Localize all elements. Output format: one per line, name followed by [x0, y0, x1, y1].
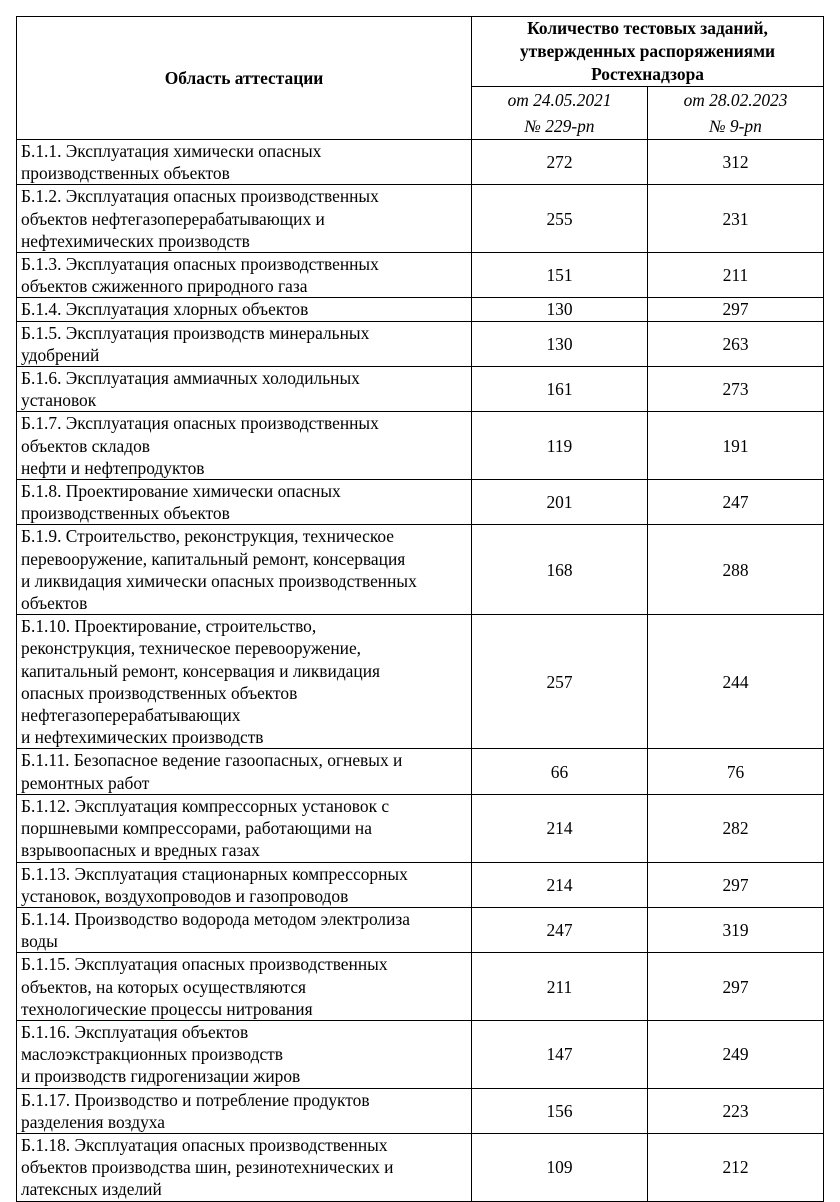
count-2023-cell: 319	[648, 907, 824, 952]
area-cell	[17, 953, 472, 1021]
count-2021-cell: 66	[472, 749, 648, 794]
area-cell	[17, 298, 472, 321]
area-cell	[17, 794, 472, 862]
area-text-line: капитальный ремонт, консервация и ликвидация	[21, 660, 380, 681]
count-2021-cell: 255	[472, 185, 648, 253]
area-cell	[17, 480, 472, 525]
area-cell	[17, 1133, 472, 1201]
table-row	[17, 367, 824, 412]
area-text-line: Б.1.6. Эксплуатация аммиачных холодильных	[21, 368, 360, 389]
table-row	[17, 794, 824, 862]
area-text-line: Б.1.10. Проектирование, строительство,	[21, 616, 317, 637]
table-row	[17, 525, 824, 615]
area-text-line: Б.1.15. Эксплуатация опасных производственных	[21, 954, 388, 975]
area-text-line: Б.1.13. Эксплуатация стационарных компрессорных	[21, 863, 408, 884]
area-text-line: Б.1.12. Эксплуатация компрессорных установок с	[21, 795, 390, 816]
area-text-line: перевооружение, капитальный ремонт, консервация	[21, 548, 406, 569]
area-text-line: установок	[21, 390, 97, 411]
table-row	[17, 749, 824, 794]
area-text-line: производственных объектов	[21, 163, 230, 184]
area-text-line: латексных изделий	[21, 1179, 162, 1200]
area-cell	[17, 140, 472, 185]
count-2023-cell: 263	[648, 321, 824, 366]
area-text-line: Б.1.11. Безопасное ведение газоопасных, огневых и	[21, 750, 403, 771]
area-text-line: Б.1.2. Эксплуатация опасных производственных	[21, 186, 379, 207]
count-2023-cell: 76	[648, 749, 824, 794]
area-text-line: объектов нефтегазоперерабатывающих и	[21, 208, 325, 229]
count-2023-cell: 249	[648, 1020, 824, 1088]
area-text-line: Б.1.4. Эксплуатация хлорных объектов	[21, 299, 309, 320]
area-text-line: удобрений	[21, 344, 100, 365]
table-row	[17, 321, 824, 366]
count-2023-cell: 288	[648, 525, 824, 615]
table-row	[17, 1020, 824, 1088]
count-2021-cell: 156	[472, 1088, 648, 1133]
area-cell	[17, 615, 472, 749]
area-text-line: опасных производственных объектов	[21, 682, 298, 703]
area-text-line: взрывоопасных и вредных газах	[21, 840, 260, 861]
table-row	[17, 1133, 824, 1201]
area-text-line: маслоэкстракционных производств	[21, 1044, 283, 1065]
area-cell	[17, 185, 472, 253]
area-cell	[17, 862, 472, 907]
area-text-line: Б.1.18. Эксплуатация опасных производственных	[21, 1134, 388, 1155]
area-cell	[17, 525, 472, 615]
table-row	[17, 907, 824, 952]
attestation-table	[16, 16, 824, 1202]
area-cell	[17, 367, 472, 412]
area-text-line: Б.1.8. Проектирование химически опасных	[21, 481, 341, 502]
area-text-line: Б.1.3. Эксплуатация опасных производственных	[21, 254, 379, 275]
table-row	[17, 253, 824, 298]
count-2021-cell: 257	[472, 615, 648, 749]
count-2023-cell: 247	[648, 480, 824, 525]
area-text-line: воды	[21, 931, 58, 952]
area-text-line: технологические процессы нитрования	[21, 998, 313, 1019]
area-text-line: установок, воздухопроводов и газопроводов	[21, 885, 349, 906]
area-text-line: объектов сжиженного природного газа	[21, 276, 308, 297]
count-2023-cell: 212	[648, 1133, 824, 1201]
count-2021-cell: 147	[472, 1020, 648, 1088]
area-cell	[17, 321, 472, 366]
table-row	[17, 185, 824, 253]
header-row-main	[17, 17, 824, 87]
area-text-line: Б.1.7. Эксплуатация опасных производственных	[21, 413, 379, 434]
area-text-line: нефтегазоперерабатывающих	[21, 705, 241, 726]
order-2021-header	[472, 87, 648, 140]
area-text-line: разделения воздуха	[21, 1111, 165, 1132]
order-2023-date: от 28.02.2023	[683, 90, 788, 110]
area-text-line: нефтехимических производств	[21, 230, 250, 251]
table-row	[17, 953, 824, 1021]
count-2021-cell: 161	[472, 367, 648, 412]
count-2023-cell: 191	[648, 412, 824, 480]
area-text-line: производственных объектов	[21, 503, 230, 524]
count-column-header: Количество тестовых заданий, утвержденных распоряжениями Ростехнадзора	[472, 17, 824, 87]
area-text-line: ремонтных работ	[21, 772, 150, 793]
count-2021-cell: 272	[472, 140, 648, 185]
area-text-line: Б.1.5. Эксплуатация производств минеральных	[21, 322, 370, 343]
area-text-line: объектов производства шин, резинотехнических и	[21, 1157, 394, 1178]
area-text-line: нефти и нефтепродуктов	[21, 457, 205, 478]
area-cell	[17, 1088, 472, 1133]
area-text-line: Б.1.17. Производство и потребление продуктов	[21, 1089, 370, 1110]
area-column-header: Область аттестации	[17, 17, 472, 140]
table-row	[17, 412, 824, 480]
count-2021-cell: 130	[472, 321, 648, 366]
order-2021-date: от 24.05.2021	[507, 90, 612, 110]
count-2021-cell: 130	[472, 298, 648, 321]
area-cell	[17, 1020, 472, 1088]
count-2021-cell: 214	[472, 794, 648, 862]
area-cell	[17, 412, 472, 480]
count-2023-cell: 231	[648, 185, 824, 253]
area-text-line: объектов складов	[21, 435, 150, 456]
table-row	[17, 1088, 824, 1133]
count-2023-cell: 312	[648, 140, 824, 185]
area-cell	[17, 253, 472, 298]
count-2023-cell: 297	[648, 862, 824, 907]
count-2021-cell: 168	[472, 525, 648, 615]
area-cell	[17, 907, 472, 952]
count-2021-cell: 247	[472, 907, 648, 952]
count-2023-cell: 273	[648, 367, 824, 412]
count-2023-cell: 223	[648, 1088, 824, 1133]
area-cell	[17, 749, 472, 794]
count-2021-cell: 201	[472, 480, 648, 525]
table-row	[17, 298, 824, 321]
count-2023-cell: 297	[648, 298, 824, 321]
area-text-line: объектов	[21, 593, 88, 614]
order-2021-number: № 229-рп	[524, 116, 595, 136]
area-text-line: Б.1.1. Эксплуатация химически опасных	[21, 141, 322, 161]
count-2021-cell: 151	[472, 253, 648, 298]
count-2021-cell: 211	[472, 953, 648, 1021]
count-2021-cell: 109	[472, 1133, 648, 1201]
table-body	[17, 140, 824, 1202]
table-row	[17, 862, 824, 907]
area-text-line: и производств гидрогенизации жиров	[21, 1066, 301, 1087]
count-2023-cell: 282	[648, 794, 824, 862]
area-text-line: и нефтехимических производств	[21, 727, 264, 748]
area-text-line: реконструкция, техническое перевооружение,	[21, 638, 362, 659]
area-text-line: Б.1.16. Эксплуатация объектов	[21, 1021, 249, 1042]
table-row	[17, 140, 824, 185]
count-2023-cell: 297	[648, 953, 824, 1021]
area-text-line: Б.1.14. Производство водорода методом электролиза	[21, 908, 410, 929]
count-2021-cell: 119	[472, 412, 648, 480]
table-row	[17, 480, 824, 525]
count-2023-cell: 244	[648, 615, 824, 749]
order-2023-number: № 9-рп	[709, 116, 762, 136]
area-text-line: и ликвидация химически опасных производственных	[21, 570, 417, 591]
area-text-line: объектов, на которых осуществляются	[21, 976, 307, 997]
count-2023-cell: 211	[648, 253, 824, 298]
count-2021-cell: 214	[472, 862, 648, 907]
table-row	[17, 615, 824, 749]
order-2023-header	[648, 87, 824, 140]
area-text-line: поршневыми компрессорами, работающими на	[21, 818, 372, 839]
area-text-line: Б.1.9. Строительство, реконструкция, техническое	[21, 526, 395, 547]
